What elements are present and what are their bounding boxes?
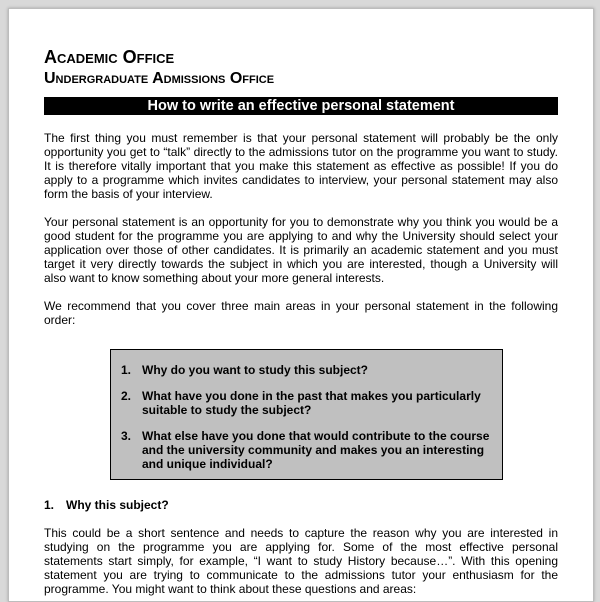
intro-paragraph: The first thing you must remember is that your personal statement will probably be the only opportunity you get to “talk” directly to the admissions tutor on the programme you want to study. It is therefore vitally important that you make this statement as effective as possible! If you do apply to a programme which invites candidates to interview, your personal statement may also form the basis of your interview. (44, 131, 558, 201)
section-body: This could be a short sentence and needs to capture the reason why you are interested in studying on the programme you are applying for. Some of the most effective personal statements start simply, for example, “I want to study History because…”. With this opening statement you are trying to communicate to the admissions tutor your enthusiasm for the programme. You might want to think about these questions and areas: (44, 526, 558, 596)
main-areas-list (121, 363, 492, 471)
list-item (121, 429, 492, 471)
section-heading (44, 498, 558, 512)
list-item-number: 1. (121, 363, 132, 377)
list-item-text: Why do you want to study this subject? (142, 363, 369, 377)
document-content (44, 47, 558, 596)
office-subtitle: Undergraduate Admissions Office (44, 70, 275, 87)
list-item (121, 363, 492, 377)
recommendation-paragraph: We recommend that you cover three main areas in your personal statement in the following order: (44, 299, 558, 327)
list-item-number: 2. (121, 389, 132, 403)
opportunity-paragraph: Your personal statement is an opportunity for you to demonstrate why you think you would be a good student for the programme you are applying to and why the University should select your application over those of other candidates. It is primarily an academic statement and you must target it very directly towards the subject in which you are interested, though a University will also want to know something about your more general interests. (44, 215, 558, 285)
section-title: Why this subject? (66, 498, 169, 512)
list-item (121, 389, 492, 417)
list-item-text: What have you done in the past that makes you particularly suitable to study the subject? (142, 389, 481, 417)
office-title: Academic Office (44, 47, 175, 67)
main-areas-box (110, 349, 503, 480)
document-page (8, 8, 594, 602)
list-item-number: 3. (121, 429, 132, 443)
list-item-text: What else have you done that would contribute to the course and the university community and makes you an interesting and unique individual? (142, 429, 490, 471)
section-number: 1. (44, 498, 55, 512)
title-banner: How to write an effective personal statement (44, 97, 558, 115)
